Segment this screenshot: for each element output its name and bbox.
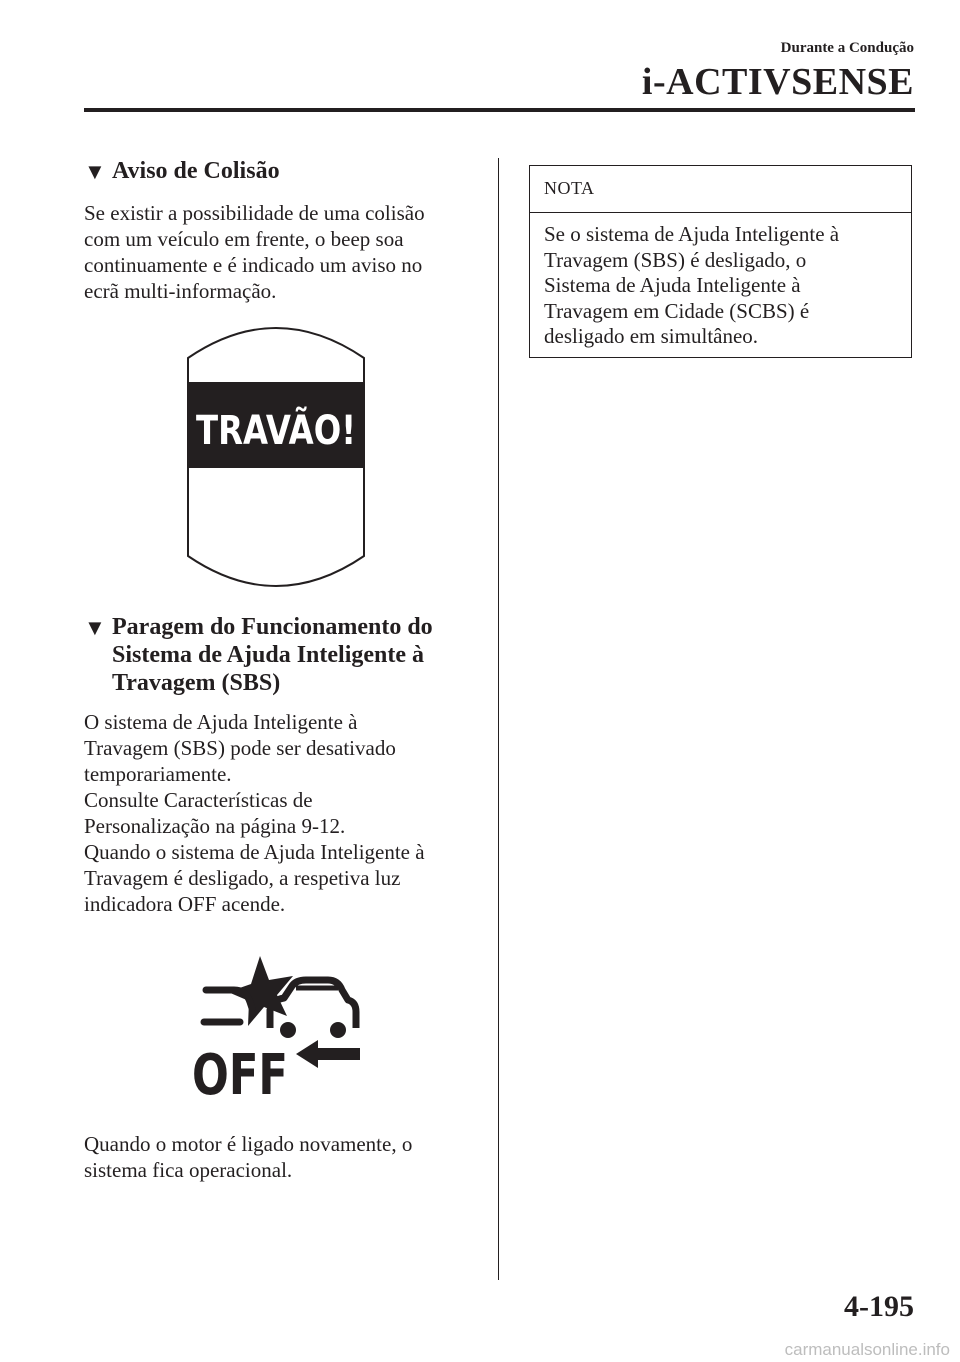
text-line: indicadora OFF acende. [84, 892, 286, 916]
text-line: Travagem em Cidade (SCBS) é [544, 298, 810, 323]
paragraph-paragem [84, 709, 494, 917]
text-line: desligado em simultâneo. [544, 324, 759, 348]
text-line: com um veículo em frente, o beep soa [84, 227, 404, 251]
text-line: Se existir a possibilidade de uma colisão [84, 201, 425, 225]
header-rule [84, 108, 915, 112]
off-text: OFF [192, 1043, 288, 1108]
page-number: 4-195 [844, 1290, 914, 1323]
text-line: O sistema de Ajuda Inteligente à [84, 710, 358, 734]
chapter-title: Durante a Condução [780, 40, 914, 56]
text-line: Consulte Características de [84, 788, 313, 812]
note-title: NOTA [544, 178, 595, 198]
text-line: Travagem é desligado, a respetiva luz [84, 866, 401, 890]
multi-information-display-illustration [180, 318, 394, 596]
note-separator [530, 212, 911, 213]
heading-paragem-funcionamento: ▼ Paragem do Funcionamento do Sistema de Ajuda Inteligente à Travagem (SBS) [84, 614, 433, 696]
text-line: Quando o sistema de Ajuda Inteligente à [84, 840, 425, 864]
sbs-off-indicator-icon [192, 950, 364, 1108]
text-line: sistema fica operacional. [84, 1158, 293, 1182]
text-line: Quando o motor é ligado novamente, o [84, 1132, 413, 1156]
text-line: continuamente e é indicado um aviso no [84, 253, 423, 277]
text-line: Travagem (SBS) pode ser desativado [84, 736, 396, 760]
section-title: i-ACTIVSENSE [641, 61, 914, 103]
text-line: ecrã multi-informação. [84, 279, 277, 303]
paragraph-aviso-colisao [84, 200, 484, 304]
text-line: Sistema de Ajuda Inteligente à [544, 273, 801, 297]
heading-aviso-colisao: ▼ Aviso de Colisão [84, 158, 280, 184]
column-divider [498, 158, 499, 1280]
text-line: temporariamente. [84, 762, 232, 786]
note-body [544, 222, 901, 350]
note-box [529, 165, 912, 358]
brake-warning-text: TRAVÃO! [196, 408, 394, 454]
arrow-left-icon [296, 1040, 360, 1068]
text-line: Personalização na página 9-12. [84, 814, 346, 838]
watermark: carmanualsonline.info [784, 1340, 950, 1359]
text-line: Travagem (SBS) é desligado, o [544, 247, 807, 272]
triangle-marker-icon: ▼ [84, 615, 106, 640]
paragraph-operacional [84, 1131, 494, 1183]
text-line: Se o sistema de Ajuda Inteligente à [544, 222, 840, 246]
triangle-marker-icon: ▼ [84, 159, 106, 184]
